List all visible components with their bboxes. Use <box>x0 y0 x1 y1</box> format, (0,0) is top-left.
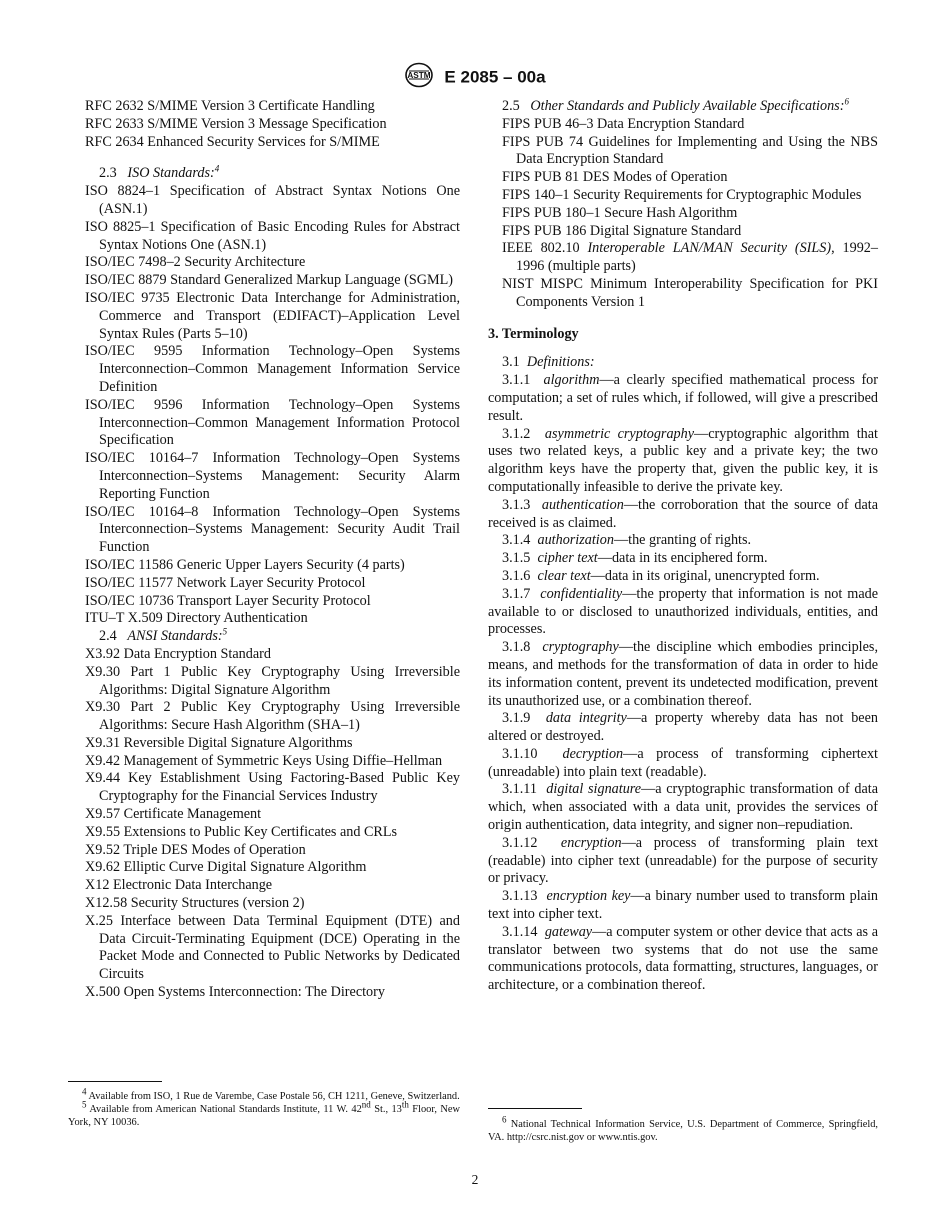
list-item: X9.30 Part 2 Public Key Cryptography Using Irreversible Algorithms: Secure Hash Algorithm (SHA–1) <box>85 699 460 734</box>
definition-item <box>488 568 878 586</box>
definition-term: authorization <box>537 532 614 549</box>
definition-number: 3.1.9 <box>502 710 531 727</box>
definition-term: asymmetric cryptography <box>544 425 695 442</box>
list-item: FIPS 140–1 Security Requirements for Cryptographic Modules <box>502 186 862 203</box>
list-item: X.500 Open Systems Interconnection: The Directory <box>85 984 385 1001</box>
definition-number: 3.1.7 <box>502 585 531 602</box>
definition-number: 3.1.3 <box>502 496 531 513</box>
definition-text: —the discipline which embodies principles, means, and methods for the transformation of data in order to hide its information content, prevent its undetected modification, prevent its unauthorized use, or a combination thereof. <box>488 639 878 709</box>
footnote: $^4$ Available from ISO, 1 Rue de Varembe, Case Postale 56, CH 1211, Geneve, Switzerland. <box>82 1086 460 1102</box>
definition-term: confidentiality <box>540 585 623 602</box>
definition-text: —a binary number used to transform plain text into cipher text. <box>488 888 879 923</box>
ansi-section-heading: 2.4 ANSI Standards:$^5$ <box>99 626 228 645</box>
footnote-ref: 4 <box>214 163 220 174</box>
definition-text: —the corroboration that the source of data received is as claimed. <box>488 496 878 531</box>
footnote-rule <box>68 1081 162 1082</box>
iso-list <box>85 183 460 628</box>
definition-number: 3.1.13 <box>502 888 538 905</box>
definition-item <box>488 746 878 782</box>
list-item: RFC 2633 S/MIME Version 3 Message Specification <box>85 115 387 132</box>
list-item: X9.31 Reversible Digital Signature Algorithms <box>85 734 353 751</box>
footnotes-left <box>68 1086 460 1130</box>
definition-item <box>488 372 878 425</box>
definition-term: clear text <box>537 567 591 584</box>
astm-logo <box>404 62 434 93</box>
definition-item <box>488 710 878 746</box>
list-item: X3.92 Data Encryption Standard <box>85 645 271 662</box>
definition-number: 3.1.14 <box>502 923 538 940</box>
definition-text: —a cryptographic transformation of data which, when associated with a data unit, provides the services of origin authentication, data integrity, and signer non–repudiation. <box>488 781 879 834</box>
list-item: ISO/IEC 11586 Generic Upper Layers Security (4 parts) <box>85 556 405 573</box>
list-item: X.25 Interface between Data Terminal Equipment (DTE) and Data Circuit-Terminating Equipment (DCE) Operating in the Packet Mode and Connected to Public Networks by Dedicated Circuits <box>85 912 460 983</box>
footnote-rule <box>488 1108 582 1109</box>
definition-text: —data in its enciphered form. <box>597 550 768 567</box>
definition-item <box>488 781 878 834</box>
left-column <box>85 98 460 1002</box>
list-item: X12 Electronic Data Interchange <box>85 877 273 894</box>
list-item: ISO/IEC 10164–7 Information Technology–Open Systems Interconnection–Systems Management: Security Alarm Reporting Function <box>85 450 460 502</box>
list-item: ISO/IEC 11577 Network Layer Security Protocol <box>85 574 366 591</box>
list-item: X9.52 Triple DES Modes of Operation <box>85 841 306 858</box>
definition-text: —a clearly specified mathematical process for computation; a set of rules which, if followed, will give a prescribed result. <box>488 372 879 424</box>
list-item: X9.55 Extensions to Public Key Certificates and CRLs <box>85 823 398 840</box>
definitions-list <box>488 372 878 995</box>
definition-text: —a process of transforming plain text (readable) into cipher text (unreadable) for the purpose of security or privacy. <box>488 834 879 887</box>
definition-text: —a computer system or other device that acts as a translator between two systems that do not use the same communications protocols, data formatting, structures, languages, or architecture, or a combination thereof. <box>488 923 878 994</box>
list-item: ISO/IEC 7498–2 Security Architecture <box>85 254 306 271</box>
list-item: RFC 2632 S/MIME Version 3 Certificate Handling <box>85 98 375 114</box>
definition-term: gateway <box>544 923 593 940</box>
list-item: X9.42 Management of Symmetric Keys Using Diffie–Hellman <box>85 752 443 769</box>
ansi-list <box>85 646 460 1002</box>
list-item: ISO/IEC 9595 Information Technology–Open Systems Interconnection–Common Management Information Service Definition <box>85 343 460 395</box>
list-item: FIPS PUB 46–3 Data Encryption Standard <box>502 115 745 132</box>
definition-term: decryption <box>562 745 624 762</box>
other-standards-list <box>488 116 878 312</box>
definition-term: digital signature <box>546 781 642 798</box>
definition-number: 3.1.1 <box>502 372 531 389</box>
definition-number: 3.1.11 <box>502 781 537 798</box>
list-item: ISO/IEC 9735 Electronic Data Interchange for Administration, Commerce and Transport (EDIFACT)–Application Level Syntax Rules (Parts 5–10) <box>85 289 460 342</box>
definition-item <box>488 835 878 888</box>
standard-designation: E 2085 – 00a <box>444 67 546 87</box>
list-item: ISO 8824–1 Specification of Abstract Syntax Notions One (ASN.1) <box>85 183 460 217</box>
list-item: FIPS PUB 81 DES Modes of Operation <box>502 169 728 186</box>
list-item: IEEE 802.10 Interoperable LAN/MAN Security (SILS), 1992–1996 (multiple parts) <box>502 240 878 275</box>
definition-text: —the granting of rights. <box>613 532 752 549</box>
footnote: $^6$ National Technical Information Service, U.S. Department of Commerce, Springfield, VA. http://csrc.nist.gov or www.ntis.gov. <box>488 1114 878 1144</box>
definition-term: cipher text <box>537 550 598 567</box>
definition-item <box>488 639 878 710</box>
list-item: X9.62 Elliptic Curve Digital Signature Algorithm <box>85 859 367 876</box>
list-item: FIPS PUB 186 Digital Signature Standard <box>502 222 742 239</box>
other-section-heading: 2.5 Other Standards and Publicly Available Specifications:$^6$ <box>502 96 849 114</box>
definition-term: algorithm <box>543 372 600 389</box>
list-item: ISO 8825–1 Specification of Basic Encoding Rules for Abstract Syntax Notions One (ASN.1) <box>85 218 460 253</box>
definition-term: cryptography <box>542 639 619 656</box>
page-number: 2 <box>471 1172 479 1187</box>
definition-item <box>488 426 878 497</box>
definition-item <box>488 532 878 550</box>
definition-term: encryption <box>560 834 622 851</box>
list-item: ITU–T X.509 Directory Authentication <box>85 610 308 627</box>
right-column <box>488 98 878 995</box>
definition-number: 3.1.6 <box>502 567 531 584</box>
definition-item <box>488 550 878 568</box>
definition-term: encryption key <box>546 888 631 905</box>
definition-number: 3.1.8 <box>502 639 531 656</box>
definition-number: 3.1.12 <box>502 834 538 851</box>
definition-text: —a process of transforming ciphertext (unreadable) into plain text (readable). <box>488 745 878 780</box>
list-item: X9.30 Part 1 Public Key Cryptography Using Irreversible Algorithms: Digital Signature Algorithm <box>85 663 460 698</box>
list-item: ISO/IEC 10736 Transport Layer Security Protocol <box>85 592 371 609</box>
definition-text: —a property whereby data has not been altered or destroyed. <box>488 710 878 745</box>
definition-text: —data in its original, unencrypted form. <box>590 567 820 584</box>
definition-item <box>488 888 878 924</box>
definition-text: —cryptographic algorithm that uses two related keys, a public key and a private key; the two algorithm keys have the property that, given the public key, it is computationally infeasible to derive the private key. <box>488 425 879 495</box>
definition-text: —the property that information is not made available to or disclosed to unauthorized individuals, entities, and processes. <box>488 585 879 638</box>
footnote: $^5$ Available from American National Standards Institute, 11 W. 42nd St., 13th Floor, New York, NY 10036. <box>68 1099 460 1129</box>
footnotes-right <box>488 1114 878 1144</box>
list-item: ISO/IEC 10164–8 Information Technology–Open Systems Interconnection–Systems Management: Security Audit Trail Function <box>85 503 460 556</box>
definition-item <box>488 497 878 533</box>
list-item: X12.58 Security Structures (version 2) <box>85 895 305 912</box>
definition-number: 3.1.4 <box>502 532 531 549</box>
definition-number: 3.1.2 <box>502 425 531 442</box>
footnote-ref: 5 <box>222 626 228 637</box>
list-item: ISO/IEC 8879 Standard Generalized Markup Language (SGML) <box>85 272 453 289</box>
definition-number: 3.1.10 <box>502 745 538 762</box>
list-item: FIPS PUB 180–1 Secure Hash Algorithm <box>502 204 738 221</box>
definition-number: 3.1.5 <box>502 550 531 567</box>
footnote-ref: 6 <box>844 96 849 107</box>
definition-item <box>488 924 878 995</box>
list-item: RFC 2634 Enhanced Security Services for S/MIME <box>85 133 380 150</box>
definition-item <box>488 586 878 639</box>
list-item: NIST MISPC Minimum Interoperability Specification for PKI Components Version 1 <box>502 275 878 310</box>
list-item: X9.44 Key Establishment Using Factoring-Based Public Key Cryptography for the Financial Services Industry <box>85 770 460 805</box>
page-header <box>0 62 950 93</box>
iso-section-heading: 2.3 ISO Standards:$^4$ <box>99 163 220 182</box>
logo-lettering: ASTM <box>407 71 432 81</box>
list-item: X9.57 Certificate Management <box>85 806 262 823</box>
list-item: ISO/IEC 9596 Information Technology–Open Systems Interconnection–Common Management Information Protocol Specification <box>85 396 460 449</box>
definition-term: authentication <box>541 496 624 513</box>
definitions-heading: 3.1 Definitions: <box>502 354 595 371</box>
definition-term: data integrity <box>545 710 627 727</box>
list-item: FIPS PUB 74 Guidelines for Implementing and Using the NBS Data Encryption Standard <box>502 133 878 168</box>
terminology-heading: 3. Terminology <box>488 325 579 342</box>
rfc-list <box>85 98 460 151</box>
